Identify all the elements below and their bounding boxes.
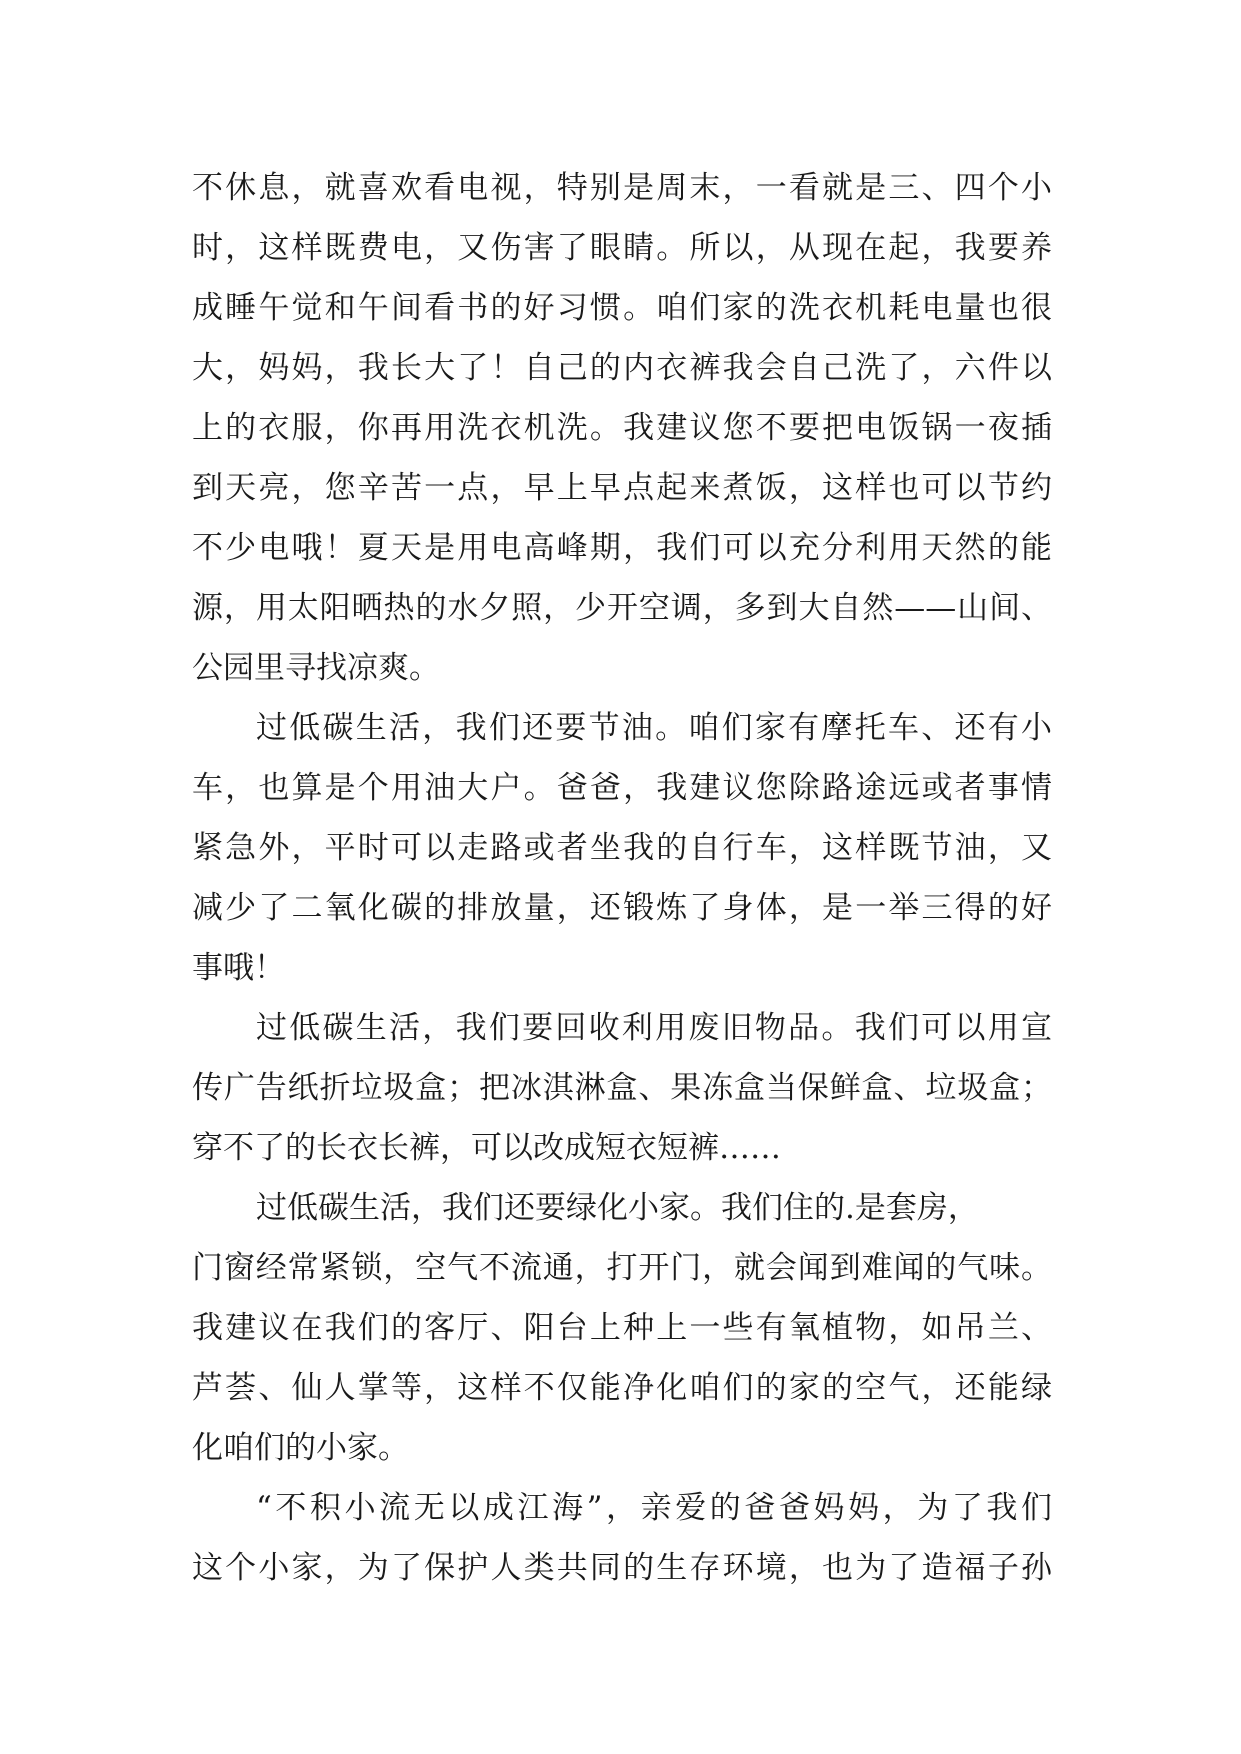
text-line: 芦荟、仙人掌等，这样不仅能净化咱们的家的空气，还能绿 — [192, 1370, 1052, 1406]
text-line: 车，也算是个用油大户。爸爸，我建议您除路途远或者事情 — [192, 770, 1052, 806]
text-line: 成睡午觉和午间看书的好习惯。咱们家的洗衣机耗电量也很 — [192, 290, 1052, 326]
text-line: 过低碳生活，我们要回收利用废旧物品。我们可以用宣 — [256, 1010, 1052, 1046]
text-line: 传广告纸折垃圾盒；把冰淇淋盒、果冻盒当保鲜盒、垃圾盒； — [192, 1070, 1052, 1106]
text-line: 大，妈妈，我长大了！自己的内衣裤我会自己洗了，六件以 — [192, 350, 1052, 386]
text-line: 不少电哦！夏天是用电高峰期，我们可以充分利用天然的能 — [192, 530, 1052, 566]
text-line: 穿不了的长衣长裤，可以改成短衣短裤…… — [192, 1130, 781, 1166]
text-line: 源，用太阳晒热的水夕照，少开空调，多到大自然——山间、 — [192, 590, 1052, 626]
text-line: 减少了二氧化碳的排放量，还锻炼了身体，是一举三得的好 — [192, 890, 1052, 926]
text-line: 事哦！ — [192, 950, 285, 986]
text-line: 到天亮，您辛苦一点，早上早点起来煮饭，这样也可以节约 — [192, 470, 1052, 506]
text-line: 门窗经常紧锁，空气不流通，打开门，就会闻到难闻的气味。 — [192, 1250, 1052, 1286]
text-line: 时，这样既费电，又伤害了眼睛。所以，从现在起，我要养 — [192, 230, 1052, 266]
document-body — [192, 158, 1052, 1598]
text-line: 紧急外，平时可以走路或者坐我的自行车，这样既节油，又 — [192, 830, 1052, 866]
text-line: 不休息，就喜欢看电视，特别是周末，一看就是三、四个小 — [192, 170, 1052, 206]
text-line: 公园里寻找凉爽。 — [192, 650, 440, 686]
text-line: 这个小家，为了保护人类共同的生存环境，也为了造福子孙 — [192, 1550, 1052, 1586]
text-line: 化咱们的小家。 — [192, 1430, 409, 1466]
text-line: 过低碳生活，我们还要节油。咱们家有摩托车、还有小 — [256, 710, 1052, 746]
text-line: 我建议在我们的客厅、阳台上种上一些有氧植物，如吊兰、 — [192, 1310, 1052, 1346]
text-line: “不积小流无以成江海”，亲爱的爸爸妈妈，为了我们 — [256, 1490, 1052, 1526]
text-line: 过低碳生活，我们还要绿化小家。我们住的.是套房， — [256, 1190, 979, 1226]
text-line: 上的衣服，你再用洗衣机洗。我建议您不要把电饭锅一夜插 — [192, 410, 1052, 446]
